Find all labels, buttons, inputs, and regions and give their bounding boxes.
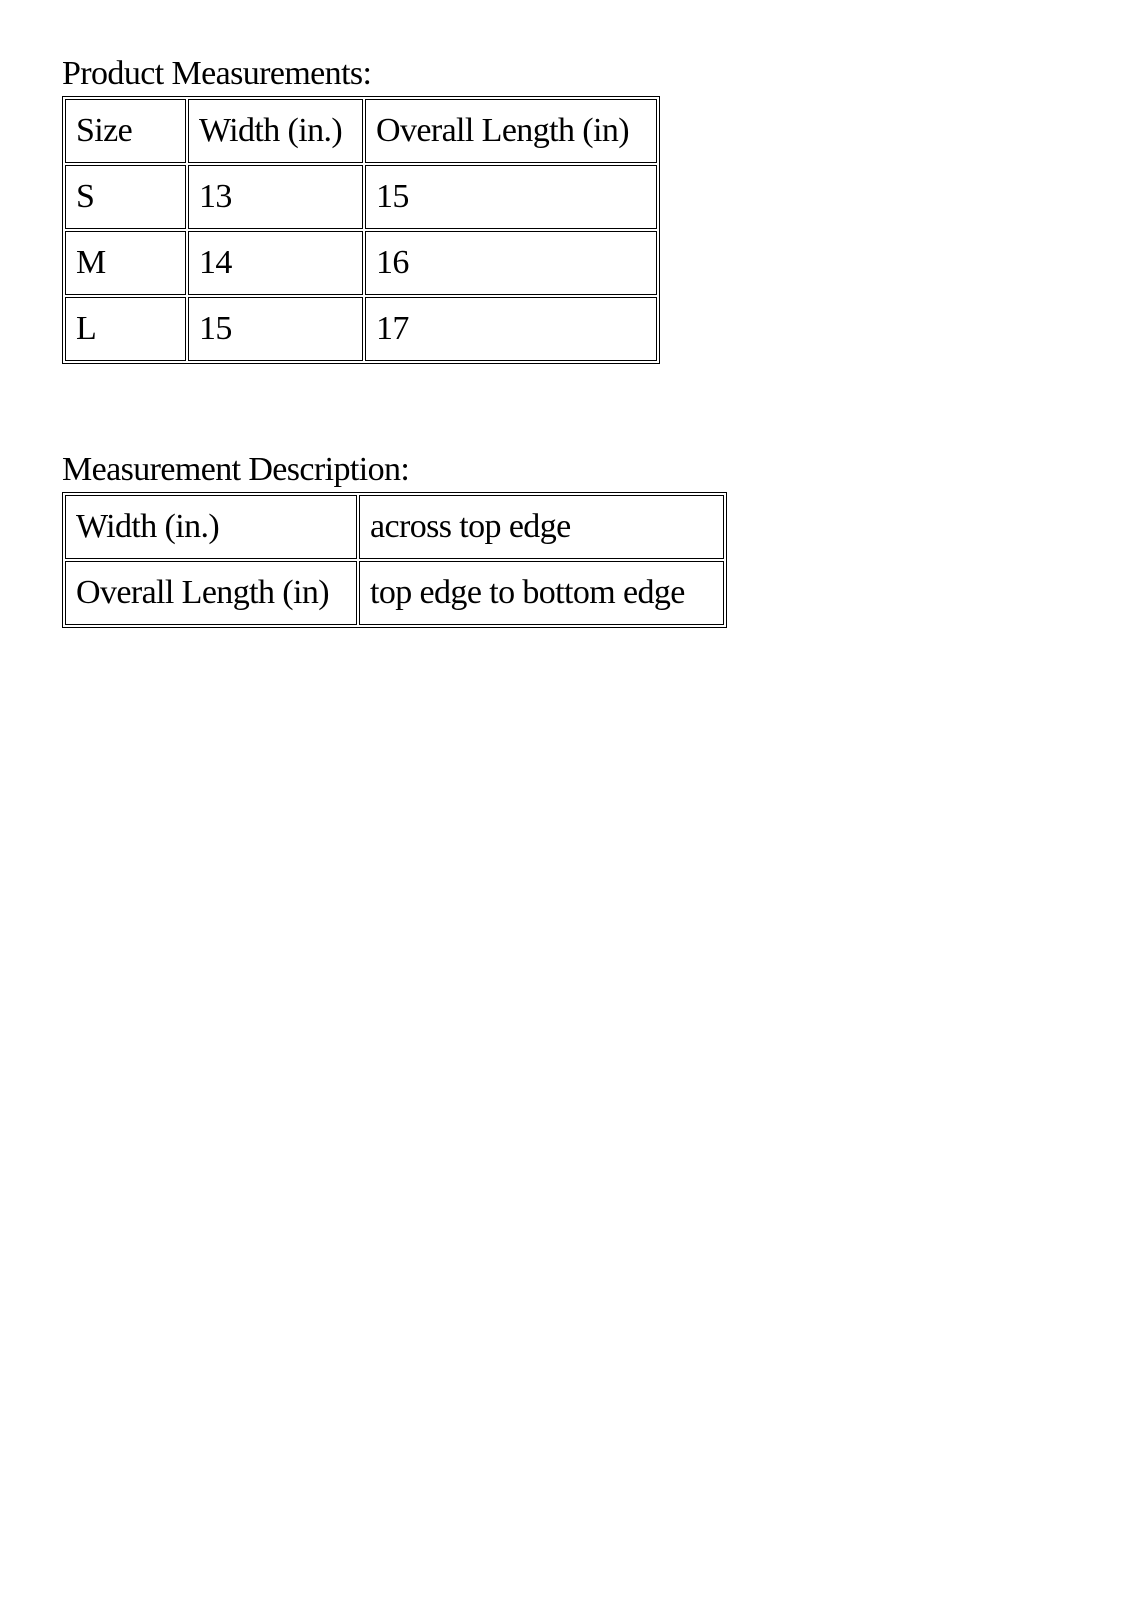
measurement-name-cell: Overall Length (in) <box>65 561 357 625</box>
product-measurements-table <box>62 96 660 364</box>
measurement-description-table <box>62 492 727 628</box>
width-cell: 15 <box>188 297 363 361</box>
size-cell: L <box>65 297 186 361</box>
table-row <box>65 495 724 559</box>
table-row <box>65 165 657 229</box>
length-cell: 16 <box>365 231 657 295</box>
width-cell: 14 <box>188 231 363 295</box>
table-row <box>65 297 657 361</box>
length-cell: 17 <box>365 297 657 361</box>
table-row <box>65 561 724 625</box>
length-cell: 15 <box>365 165 657 229</box>
measurement-description-cell: top edge to bottom edge <box>359 561 724 625</box>
measurement-description-cell: across top edge <box>359 495 724 559</box>
size-cell: S <box>65 165 186 229</box>
size-cell: M <box>65 231 186 295</box>
table-row <box>65 231 657 295</box>
product-measurements-title: Product Measurements: <box>62 55 372 92</box>
header-size: Size <box>65 99 186 163</box>
width-cell: 13 <box>188 165 363 229</box>
measurement-description-title: Measurement Description: <box>62 451 410 488</box>
table-header-row <box>65 99 657 163</box>
header-overall-length: Overall Length (in) <box>365 99 657 163</box>
header-width: Width (in.) <box>188 99 363 163</box>
measurement-name-cell: Width (in.) <box>65 495 357 559</box>
